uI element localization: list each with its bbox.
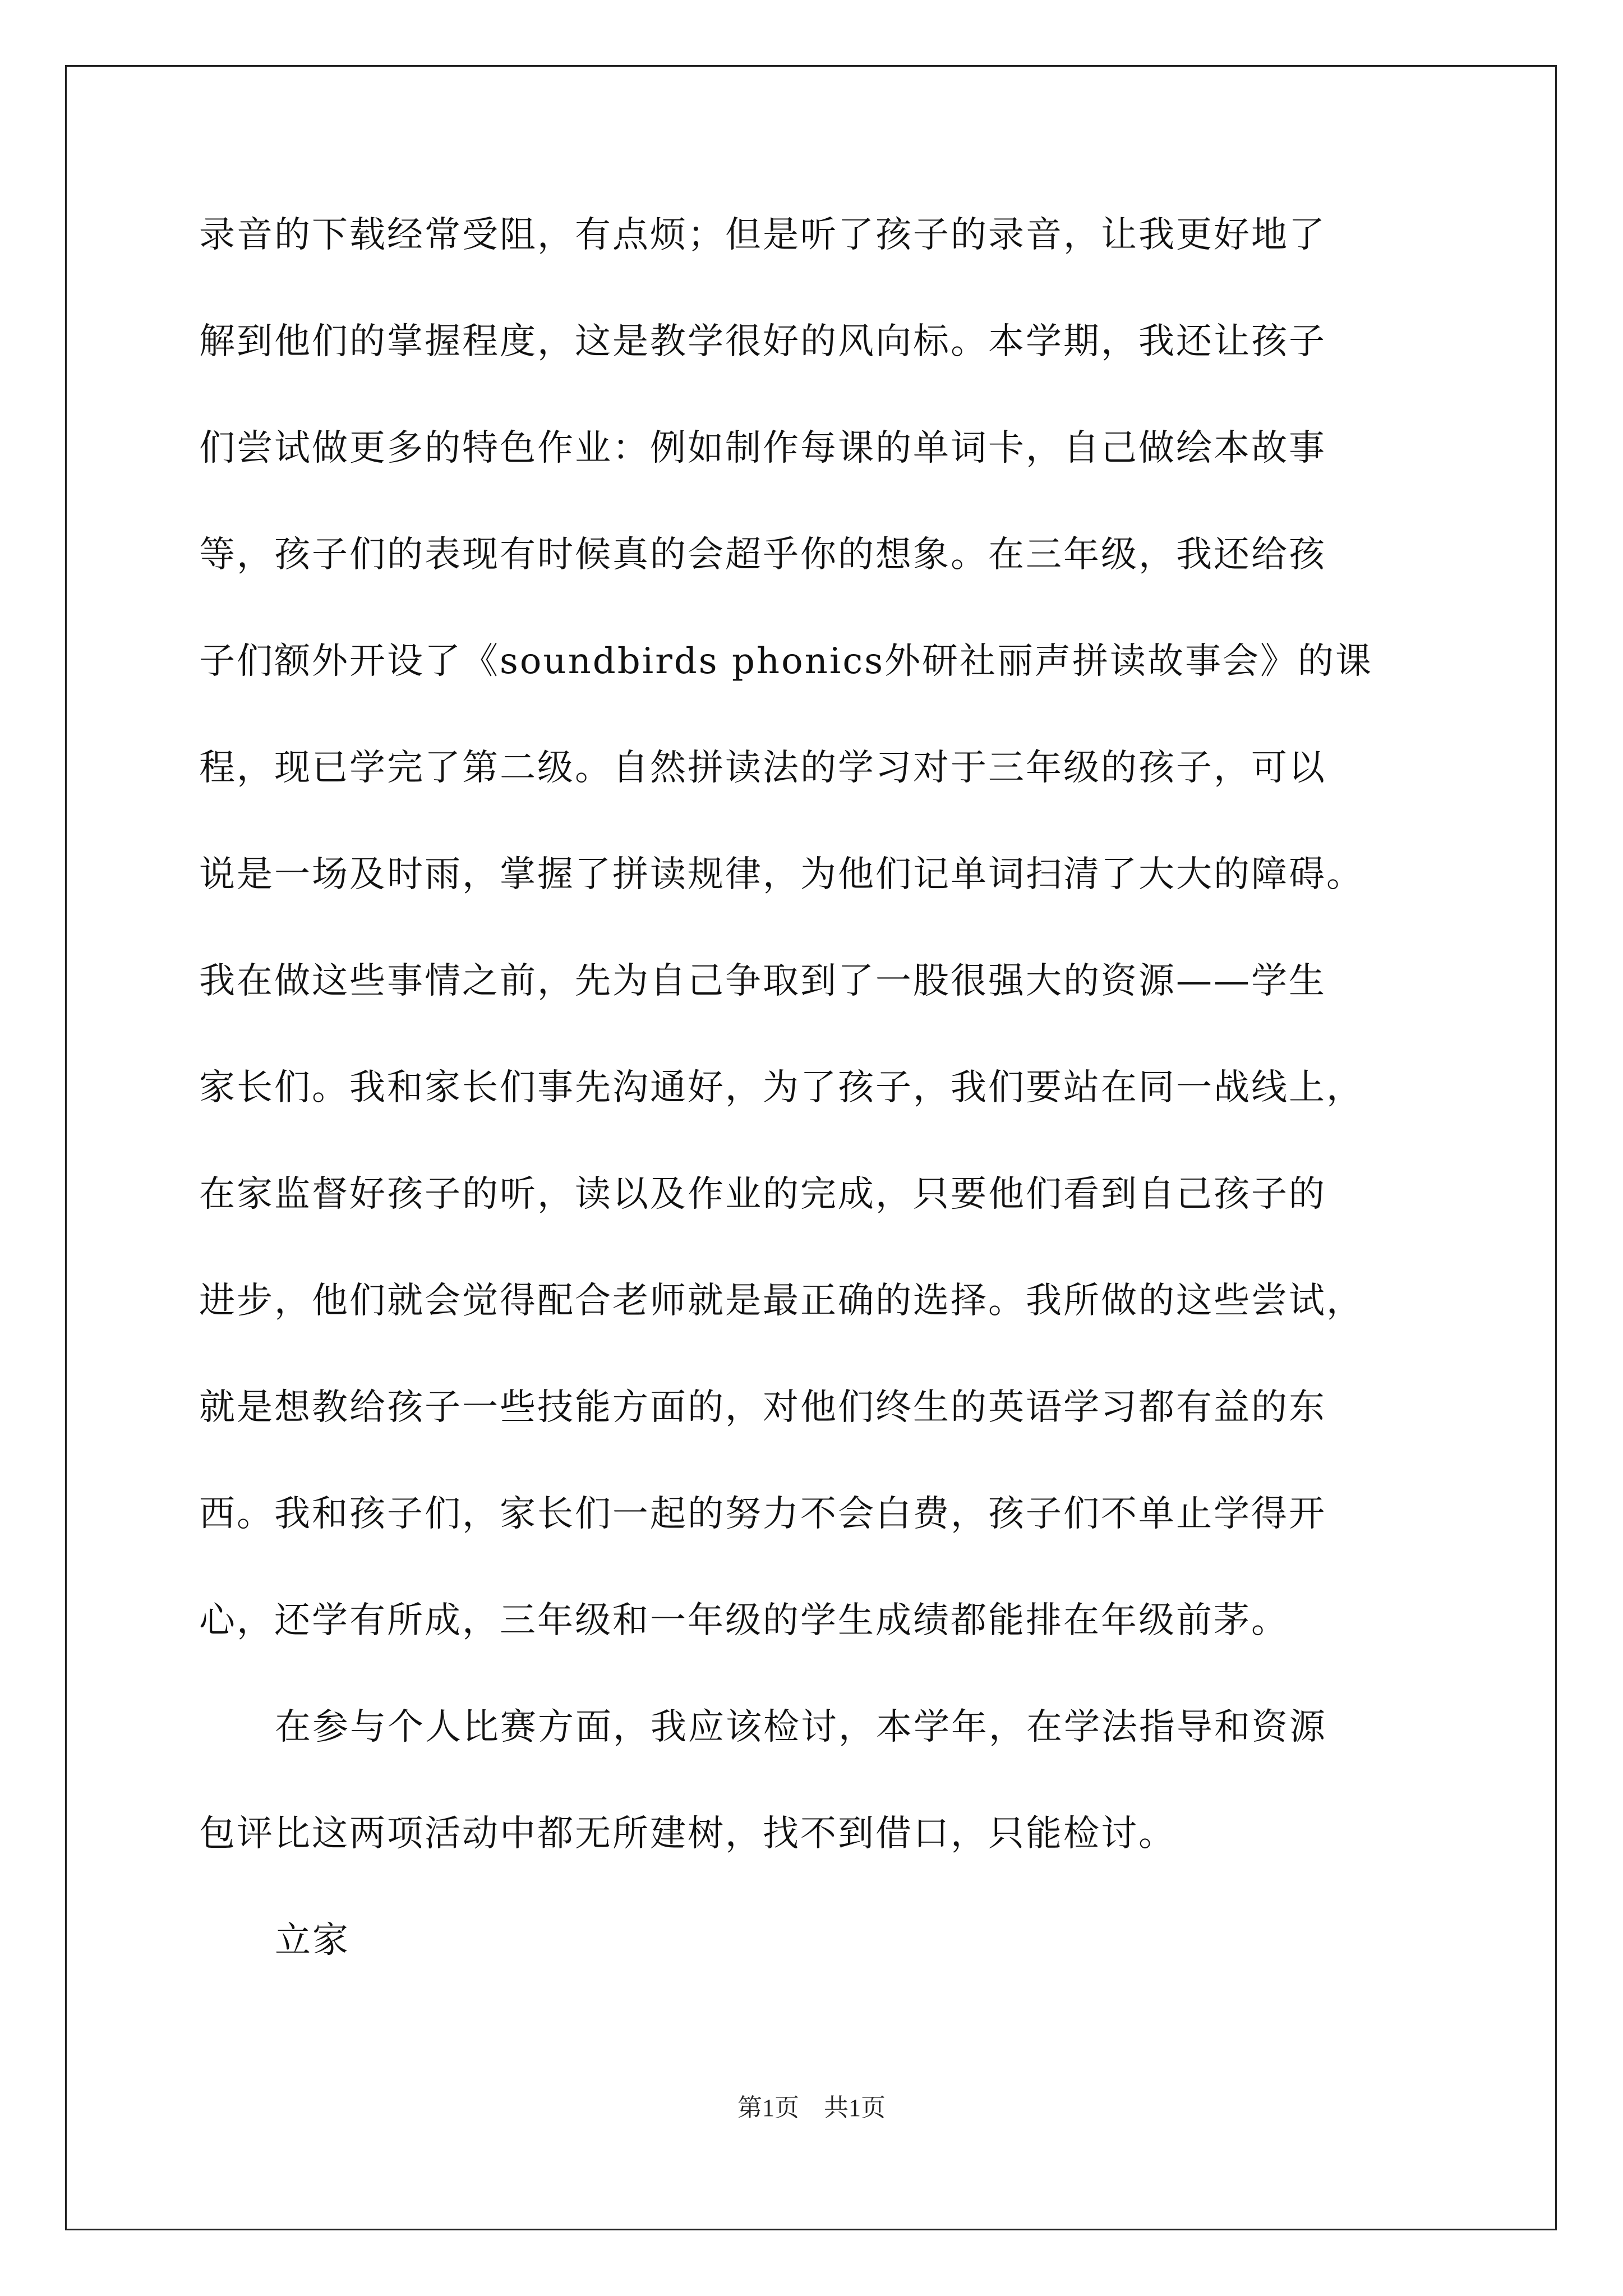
- text-line: 心，还学有所成，三年级和一年级的学生成绩都能排在年级前茅。: [199, 1600, 1289, 1641]
- text-line: 家长们。我和家长们事先沟通好，为了孩子，我们要站在同一战线上，: [199, 1067, 1364, 1108]
- text-line: 解到他们的掌握程度，这是教学很好的风向标。本学期，我还让孩子: [199, 321, 1326, 362]
- text-line: 等，孩子们的表现有时候真的会超乎你的想象。在三年级，我还给孩: [199, 534, 1326, 576]
- paragraph-first-line: 在参与个人比赛方面，我应该检讨，本学年，在学法指导和资源: [275, 1706, 1327, 1748]
- text-line: 西。我和孩子们，家长们一起的努力不会白费，孩子们不单止学得开: [199, 1493, 1326, 1535]
- text-line: 录音的下载经常受阻，有点烦；但是听了孩子的录音，让我更好地了: [199, 214, 1326, 256]
- text-line: 进步，他们就会觉得配合老师就是最正确的选择。我所做的这些尝试，: [199, 1280, 1364, 1322]
- page-number-footer: 第1页 共1页: [737, 2094, 886, 2122]
- text-line: 子们额外开设了《soundbirds phonics外研社丽声拼读故事会》的课: [199, 641, 1373, 682]
- text-line: 就是想教给孩子一些技能方面的，对他们终生的英语学习都有益的东: [199, 1387, 1326, 1428]
- text-line: 们尝试做更多的特色作业：例如制作每课的单词卡，自己做绘本故事: [199, 427, 1326, 469]
- document-body: [199, 208, 1450, 2019]
- text-line: 说是一场及时雨，掌握了拼读规律，为他们记单词扫清了大大的障碍。: [199, 854, 1364, 895]
- text-line: 程，现已学完了第二级。自然拼读法的学习对于三年级的孩子，可以: [199, 747, 1326, 789]
- text-line: 我在做这些事情之前，先为自己争取到了一股很强大的资源——学生: [199, 960, 1326, 1002]
- paragraph-first-line: 立家: [275, 1920, 350, 1961]
- text-line: 在家监督好孩子的听，读以及作业的完成，只要他们看到自己孩子的: [199, 1174, 1326, 1215]
- text-line: 包评比这两项活动中都无所建树，找不到借口，只能检讨。: [199, 1813, 1176, 1855]
